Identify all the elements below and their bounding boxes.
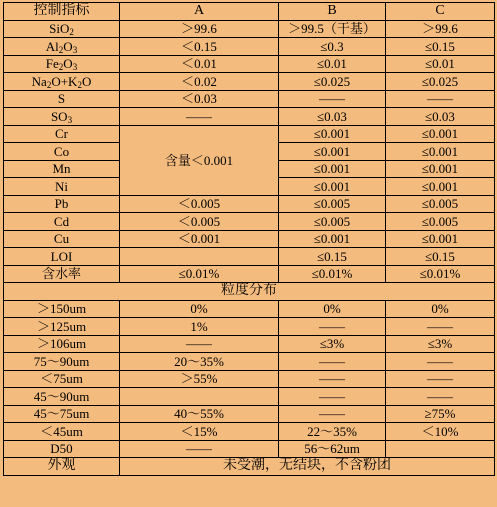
col-b-cell: 0% (279, 300, 386, 318)
header-col-a: A (120, 3, 279, 21)
row-label: Cu (4, 230, 120, 248)
col-b-cell: ≤0.01% (279, 265, 386, 283)
col-b-cell: —— (279, 353, 386, 371)
table-row (4, 108, 495, 126)
col-c-cell: 0% (386, 300, 495, 318)
col-b-cell: ≤0.15 (279, 248, 386, 266)
row-label: Cr (4, 125, 120, 143)
col-a-cell: ＜0.02 (120, 73, 279, 91)
row-label: ＜45um (4, 423, 120, 441)
merged-a-cell: 含量＜0.001 (120, 125, 279, 195)
col-b-cell: ≤0.005 (279, 195, 386, 213)
col-a-cell: ＜0.15 (120, 38, 279, 56)
table-row (4, 230, 495, 248)
col-c-cell: —— (386, 388, 495, 406)
table-row (4, 335, 495, 353)
table-row (4, 73, 495, 91)
col-b-cell: ≤0.001 (279, 160, 386, 178)
row-label: ＞150um (4, 300, 120, 318)
section-row (4, 283, 495, 301)
header-col-c: C (386, 3, 495, 21)
appearance-value: 未受潮，无结块，不含粉团 (120, 458, 495, 476)
col-c-cell: ≤0.001 (386, 178, 495, 196)
row-label: Pb (4, 195, 120, 213)
table-row (4, 265, 495, 283)
table-row (4, 38, 495, 56)
row-label: 45～90um (4, 388, 120, 406)
col-b-cell: —— (279, 405, 386, 423)
col-a-cell: ＜0.01 (120, 55, 279, 73)
col-b-cell: ≤0.001 (279, 143, 386, 161)
table-row (4, 213, 495, 231)
col-c-cell: ≤0.03 (386, 108, 495, 126)
col-c-cell: ≤3% (386, 335, 495, 353)
col-b-cell: —— (279, 318, 386, 336)
table-row (4, 195, 495, 213)
table-row (4, 440, 495, 458)
col-a-cell: —— (120, 440, 279, 458)
table-row (4, 248, 495, 266)
col-c-cell: —— (386, 90, 495, 108)
col-c-cell: ＜10% (386, 423, 495, 441)
col-c-cell: ≤0.01 (386, 55, 495, 73)
particle-section-title: 粒度分布 (4, 283, 495, 301)
col-b-cell: ≤0.03 (279, 108, 386, 126)
col-c-cell: ≤0.005 (386, 213, 495, 231)
row-label: S (4, 90, 120, 108)
header-row (4, 3, 495, 21)
col-c-cell: ≤0.01% (386, 265, 495, 283)
table-row (4, 300, 495, 318)
col-b-cell: ≤0.001 (279, 230, 386, 248)
col-a-cell: ＜0.03 (120, 90, 279, 108)
row-label: $Fe_2O_3$ (4, 55, 120, 73)
table-row (4, 353, 495, 371)
table-row (4, 423, 495, 441)
col-b-cell: —— (279, 388, 386, 406)
table-row (4, 388, 495, 406)
row-label: ＞125um (4, 318, 120, 336)
table-row (4, 20, 495, 38)
row-label: $Al_2O_3$ (4, 38, 120, 56)
col-a-cell: ＞99.6 (120, 20, 279, 38)
col-a-cell: —— (120, 108, 279, 126)
row-label: Mn (4, 160, 120, 178)
col-a-cell: ＜0.005 (120, 213, 279, 231)
appearance-label: 外观 (4, 458, 120, 476)
col-c-cell: —— (386, 353, 495, 371)
row-label: Ni (4, 178, 120, 196)
col-c-cell: ≤0.15 (386, 248, 495, 266)
col-c-cell: ≤0.001 (386, 125, 495, 143)
row-label: 45～75um (4, 405, 120, 423)
col-a-cell: ＜15% (120, 423, 279, 441)
col-a-cell: ＞55% (120, 370, 279, 388)
col-c-cell: —— (386, 318, 495, 336)
col-a-cell (120, 388, 279, 406)
col-b-cell: —— (279, 370, 386, 388)
col-c-cell: ≤0.15 (386, 38, 495, 56)
col-b-cell: ≤0.3 (279, 38, 386, 56)
table-row (4, 405, 495, 423)
row-label: SiO$_2$ (4, 20, 120, 38)
col-a-cell (120, 248, 279, 266)
col-c-cell: ≥75% (386, 405, 495, 423)
col-b-cell: ≤0.01 (279, 55, 386, 73)
col-a-cell: ＜0.005 (120, 195, 279, 213)
table-row (4, 55, 495, 73)
table-row (4, 370, 495, 388)
table-row (4, 90, 495, 108)
col-b-cell: ≤0.005 (279, 213, 386, 231)
col-a-cell: 40～55% (120, 405, 279, 423)
row-label: ＞106um (4, 335, 120, 353)
col-b-cell: ≤0.001 (279, 125, 386, 143)
col-b-cell: 56～62um (279, 440, 386, 458)
row-label: $Na_2O+K_2O$ (4, 73, 120, 91)
col-b-cell: ≤0.001 (279, 178, 386, 196)
col-c-cell: ≤0.025 (386, 73, 495, 91)
row-label: 含水率 (4, 265, 120, 283)
spec-table-body (4, 3, 495, 476)
header-col-b: B (279, 3, 386, 21)
header-control-index: 控制指标 (4, 3, 120, 21)
col-b-cell: ≤3% (279, 335, 386, 353)
row-label: ＜75um (4, 370, 120, 388)
row-label: Co (4, 143, 120, 161)
row-label: Cd (4, 213, 120, 231)
col-b-cell: ≤0.025 (279, 73, 386, 91)
col-b-cell: ＞99.5（干基） (279, 20, 386, 38)
row-label: LOI (4, 248, 120, 266)
table-row (4, 318, 495, 336)
col-a-cell: ＜0.001 (120, 230, 279, 248)
spec-table (3, 2, 495, 476)
col-c-cell: ≤0.005 (386, 195, 495, 213)
table-row (4, 125, 495, 143)
row-label: D50 (4, 440, 120, 458)
row-label: 75～90um (4, 353, 120, 371)
col-b-cell: 22～35% (279, 423, 386, 441)
appearance-row (4, 458, 495, 476)
col-c-cell: —— (386, 370, 495, 388)
col-b-cell: —— (279, 90, 386, 108)
col-a-cell: —— (120, 335, 279, 353)
col-a-cell: ≤0.01% (120, 265, 279, 283)
row-label: $SO_3$ (4, 108, 120, 126)
col-c-cell: ≤0.001 (386, 160, 495, 178)
col-a-cell: 0% (120, 300, 279, 318)
col-c-cell (386, 440, 495, 458)
col-c-cell: ≤0.001 (386, 230, 495, 248)
col-c-cell: ＞99.6 (386, 20, 495, 38)
col-a-cell: 1% (120, 318, 279, 336)
col-a-cell: 20～35% (120, 353, 279, 371)
col-c-cell: ≤0.001 (386, 143, 495, 161)
